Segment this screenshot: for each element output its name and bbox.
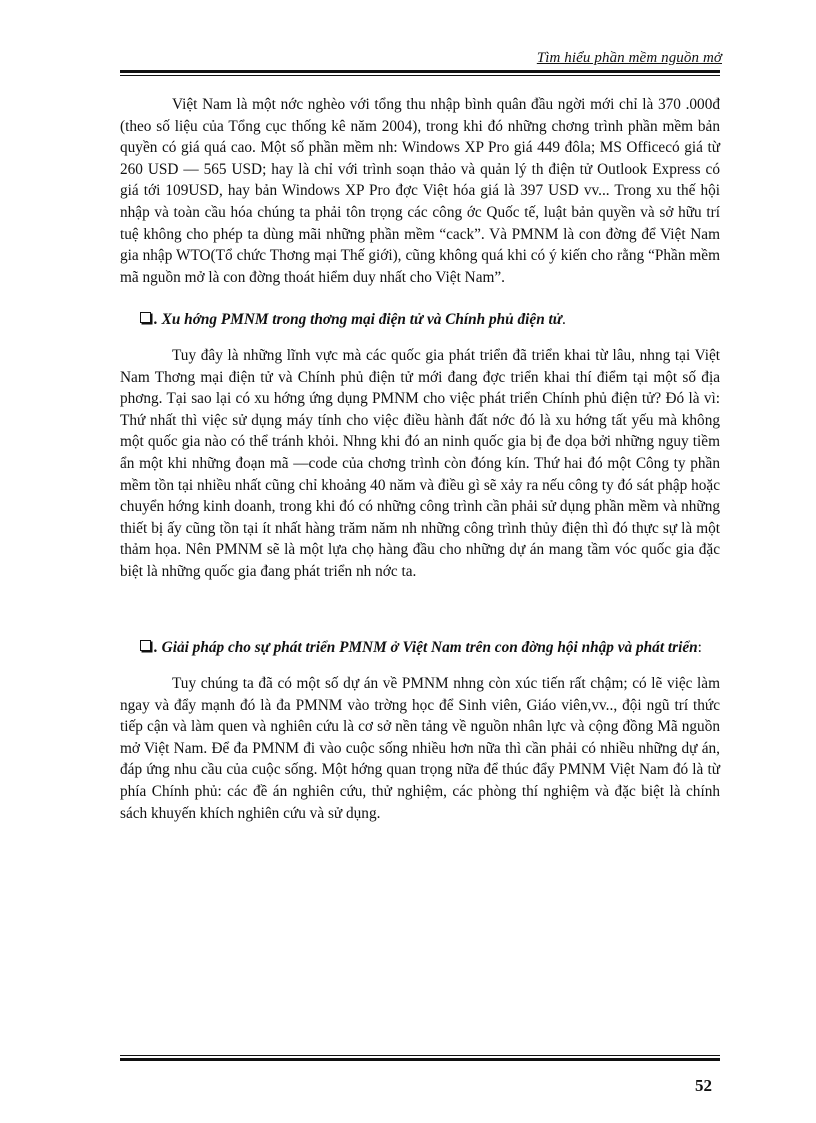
footer-rule-thin [120,1055,720,1056]
page-body [120,94,720,824]
section-heading-solutions-end: : [697,639,702,657]
paragraph-solutions: Tuy chúng ta đã có một số dự án về PMNM nhng còn xúc tiến rất chậm; có lẽ việc làm ngay và đẩy mạnh đó là đa PMNM vào trờng học để Sinh viên, Giáo viên,vv.., đội ngũ trí thức tiếp cận và làm quen và nghiên cứu là cơ sở nền tảng về nguồn nhân lực và cộng đồng Mã nguồn mở Việt Nam. Để đa PMNM đi vào cuộc sống nhiều hơn nữa thì cần phải có nhiều những dự án, đáp ứng nhu cầu của cuộc sống. Một hớng quan trọng nữa để thúc đẩy PMNM Việt Nam đó là từ phía Chính phủ: các đề án nghiên cứu, thử nghiệm, các phòng thí nghiệm và đặc biệt là chính sách khuyến khích nghiên cứu và sử dụng. [120,675,720,822]
section-heading-ecommerce [120,309,720,331]
running-header-title: Tìm hiểu phần mềm nguồn mở [536,50,722,66]
paragraph-intro: Việt Nam là một nớc nghèo với tổng thu nhập bình quân đầu ngời mới chỉ là 370 .000đ (theo số liệu của Tổng cục thống kê năm 2004), trong khi đó những chơng trình phần mềm bản quyền có giá quá cao. Một số phần mềm nh: Windows XP Pro giá 449 đôla; MS Officecó giá từ 260 USD — 565 USD; hay là chỉ với trình soạn thảo và quản lý th điện tử Outlook Express có giá tới 109USD, hay bản Windows XP Pro đợc Việt hóa giá là 397 USD vv... Trong xu thế hội nhập và toàn cầu hóa chúng ta phải tôn trọng các công ớc Quốc tế, luật bản quyền và sở hữu trí tuệ không cho phép ta dùng mãi những phần mềm “cack”. Và PMNM là con đờng để Việt Nam gia nhập WTO(Tổ chức Thơng mại Thế giới), cũng không quá khi có ý kiến cho rằng “Phần mềm mã nguồn mở là con đờng thoát hiểm duy nhất cho Việt Nam”. [120,96,720,286]
section-heading-ecommerce-text: . Xu hớng PMNM trong thơng mại điện tử và Chính phủ điện tử [154,311,562,329]
section-heading-solutions [120,637,720,659]
header-rule-thick [120,70,720,73]
page-number: 52 [695,1076,712,1095]
paragraph-egovernment: Tuy đây là những lĩnh vực mà các quốc gia phát triển đã triển khai từ lâu, nhng tại Việt Nam Thơng mại điện tử và Chính phủ điện tử mới đang đợc triển khai thí điểm tại một số địa phơng. Tại sao lại có xu hớng ứng dụng PMNM cho việc phát triển Chính phủ điện tử? Đó là vì: Thứ nhất thì việc sử dụng máy tính cho việc điều hành đất nớc đó là xu hớng tất yếu mà không một quốc gia nào có thể tránh khỏi. Nhng khi đó an ninh quốc gia bị đe dọa bởi những nguy tiềm ẩn một khi những đoạn mã —code của chơng trình còn đóng kín. Thứ hai đó một Công ty phần mềm tồn tại nhiều nhất cũng chỉ khoảng 40 năm và điều gì sẽ xảy ra nếu công ty đó sát phập hoặc chuyển hớng kinh doanh, trong khi đó có những công trình cần phải sử dụng phần mềm và những thiết bị ấy cũng tồn tại ít nhất hàng trăm năm nh những công trình thủy điện thì đó thực sự là một thảm họa. Nên PMNM sẽ là một lựa chọ hàng đầu cho những dự án mang tầm vóc quốc gia đặc biệt là những quốc gia đang phát triển nh nớc ta. [120,346,720,580]
section-heading-ecommerce-end: . [561,311,566,329]
checkbox-bullet-icon [140,640,151,651]
checkbox-bullet-icon [140,312,151,323]
section-heading-solutions-text: . Giải pháp cho sự phát triển PMNM ở Việt Nam trên con đờng hội nhập và phát triển [154,639,698,657]
footer-rule-thick [120,1058,720,1061]
header-rule-thin [120,75,720,76]
